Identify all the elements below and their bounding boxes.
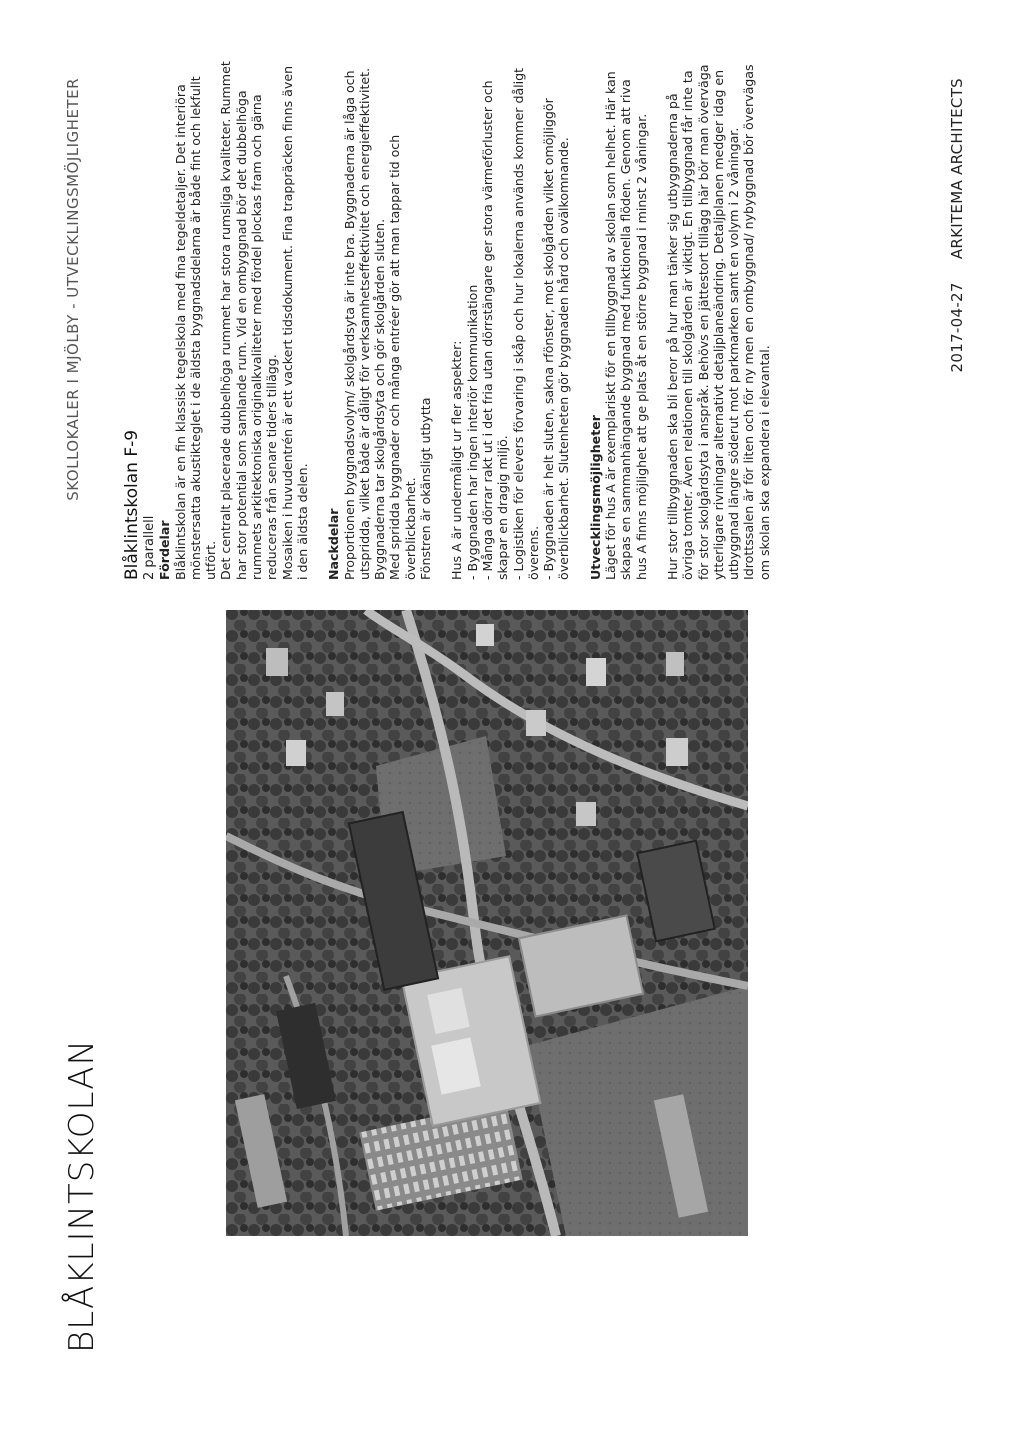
- aspekt-item: - Många dörrar rakt ut i det fria utan dörrstängare ger stora värmeförluster och skapar en dragig miljö.: [479, 80, 511, 580]
- heading-nackdelar: Nackdelar: [326, 508, 342, 580]
- utveckling-paragraph: Idrottssalen är för liten och för ny men en ombyggnad/ nybyggnad bör övervägas om skolan ska expandera i elevantal.: [741, 64, 772, 580]
- aerial-photo-illustration: [226, 610, 748, 1236]
- footer-firm: ARKITEMA ARCHITECTS: [948, 78, 966, 260]
- fordelar-paragraph: Det centralt placerade dubbelhöga rummet har stora rumsliga kvaliteter. Rummet har stor potential som samlande rum. Vid en ombyggnad bör det dubbelhöga rummets arkitektoniska originalkvaliteter med fördel plockas fram och gärna reduceras från senare tiders tillägg.: [218, 61, 280, 580]
- page-footer: [948, 78, 966, 390]
- text-column: [122, 60, 788, 580]
- utveckling-paragraph: Hur stor tillbyggnaden ska bli beror på hur man tänker sig utbyggnaderna på övriga tomter. Även relationen till skolgården är viktigt. En tillbyggnad får inte ta för stor skolgårdsyta i anspråk. Behövs en jättestort tillägg här bör man överväga ytterligare rivningar alternativt detaljplaneändring. Detaljplanen medger idag en utbyggnad längre söderut mot parkmarken samt en volym i 2 våningar.: [664, 64, 742, 580]
- utveckling-paragraph: Läget för hus A är exemplariskt för en tillbyggnad av skolan som helhet. Här kan skapas en sammanhängande byggnad med funktionella flöden. Genom att riva hus A finns möjlighet att ge plats åt en större byggnad i minst 2 våningar.: [603, 71, 649, 580]
- aspekt-item: - Byggnaden har ingen interiör kommunikation: [464, 284, 480, 580]
- nackdelar-paragraph: Med spridda byggnader och många entréer gör att man tappar tid och överblickbarhet.: [387, 134, 418, 580]
- aspekt-item: - Byggnaden är helt sluten, sakna rfönster, mot skolgården vilket omöjliggör överblickbarhet. Slutenheten gör byggnaden hård och ovälkomnande.: [541, 98, 572, 580]
- heading-utveckling: Utvecklingsmöjligheter: [587, 415, 603, 580]
- school-parallel: 2 parallell: [142, 515, 157, 580]
- nackdelar-paragraph: Fönstren är okänsligt utbytta: [418, 397, 434, 580]
- section-utveckling: [588, 60, 772, 580]
- nackdelar-paragraph: Proportionen byggnadsvolym/ skolgårdsyta är inte bra. Byggnaderna är låga och utspridda, vilket både är dåligt för verksamhetseffektivitet och energieffektivitet. Byggnaderna tar skolgårdsyta och gör skolgården sluten.: [341, 67, 388, 580]
- aerial-photo: [226, 610, 748, 1236]
- section-nackdelar: [326, 60, 433, 580]
- section-fordelar: [157, 60, 310, 580]
- aspekter-intro: Hus A är undermåligt ur fler aspekter:: [449, 340, 465, 580]
- school-name: Blåklintskolan F-9: [122, 429, 142, 580]
- fordelar-paragraph: Mosaiken i huvudentrén är ett vackert tidsdokument. Fina trappräcken finns även i den äldsta delen.: [279, 65, 310, 580]
- footer-date: 2017-04-27: [948, 282, 966, 373]
- aspekt-item: - Logistiken för elevers förvaring i skåp och hur lokalerna används kommer dåligt överens.: [510, 67, 541, 580]
- heading-fordelar: Fördelar: [157, 520, 173, 580]
- section-aspekter: [449, 60, 571, 580]
- page-title: BLÅKLINTSKOLAN: [62, 1039, 102, 1353]
- fordelar-paragraph: Blåklintskolan är en fin klassisk tegelskola med fina tegeldetaljer. Det interiöra mönstersatta akustikteglet i de äldsta byggnadsdelarna är både fint och lekfullt utfört.: [172, 76, 219, 580]
- report-header: SKOLLOKALER I MJÖLBY - UTVECKLINGSMÖJLIGHETER: [64, 78, 82, 501]
